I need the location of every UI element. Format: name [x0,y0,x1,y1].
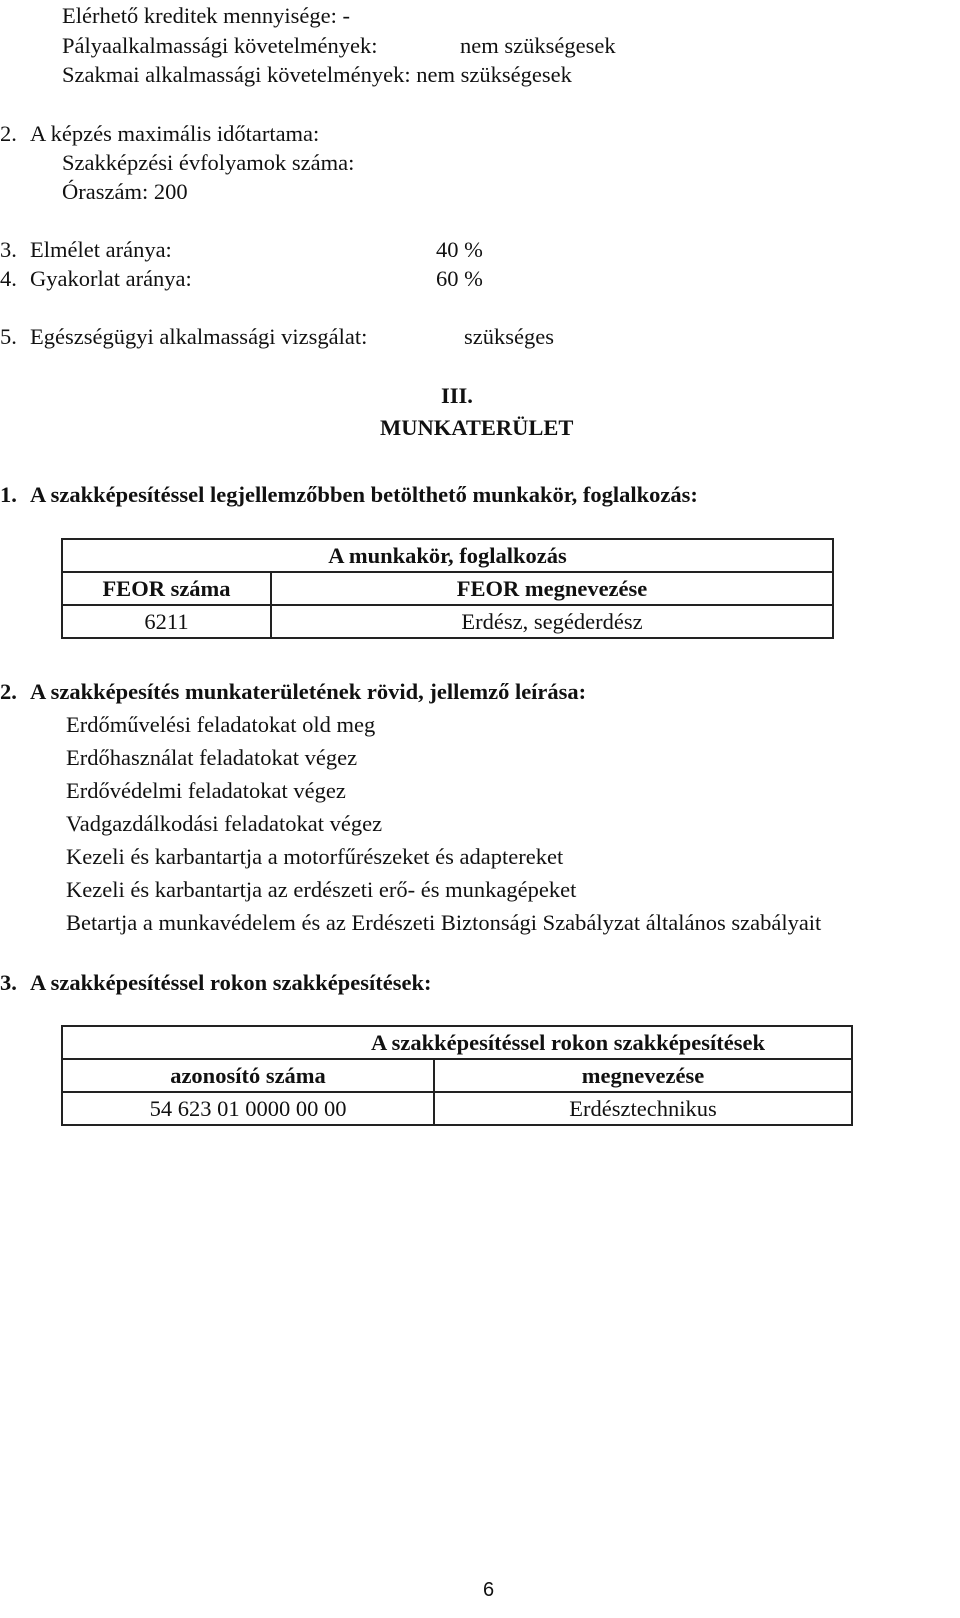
professional-aptitude-line: Szakmai alkalmassági követelmények: nem szükségesek [62,62,572,87]
hours-line: Óraszám: 200 [62,179,188,204]
item-number: 1. [0,482,17,507]
related-heading [0,969,431,996]
list-item: Erdővédelmi feladatokat végez [66,778,346,803]
page-number: 6 [483,1579,495,1601]
item-number: 2. [0,679,17,704]
jobs-heading [0,481,698,508]
theory-label: Elmélet aránya: [30,237,172,262]
id-cell: 54 623 01 0000 00 00 [62,1092,434,1125]
item-number: 3. [0,237,17,262]
practice-label: Gyakorlat aránya: [30,266,192,291]
related-table [61,1025,853,1126]
list-item: Erdőművelési feladatokat old meg [66,712,376,737]
feor-code-header: FEOR száma [62,572,271,605]
item-number: 5. [0,324,17,349]
list-item: Vadgazdálkodási feladatokat végez [66,811,383,836]
health-value: szükséges [464,324,554,349]
name-cell: Erdésztechnikus [434,1092,852,1125]
health-label: Egészségügyi alkalmassági vizsgálat: [30,324,368,349]
id-header: azonosító száma [62,1059,434,1092]
feor-name-cell: Erdész, segéderdész [271,605,833,638]
theory-item [0,236,172,263]
jobs-heading-text: A szakképesítéssel legjellemzőbben betölthető munkakör, foglalkozás: [30,482,698,507]
table-row [62,605,833,638]
theory-value: 40 % [436,237,483,262]
list-item: Erdőhasználat feladatokat végez [66,745,358,770]
item-number: 4. [0,266,17,291]
related-heading-text: A szakképesítéssel rokon szakképesítések: [30,970,432,995]
jobs-table [61,538,834,639]
list-item: Kezeli és karbantartja a motorfűrészeket és adaptereket [66,844,564,869]
description-heading [0,678,586,705]
duration-label: A képzés maximális időtartama: [30,121,320,146]
list-item: Kezeli és karbantartja az erdészeti erő- és munkagépeket [66,877,577,902]
feor-code-cell: 6211 [62,605,271,638]
item-number: 3. [0,970,17,995]
aptitude-label: Pályaalkalmassági követelmények: [62,33,378,58]
practice-item [0,265,192,292]
table-row [62,1092,852,1125]
related-table-caption: A szakképesítéssel rokon szakképesítések [62,1026,852,1059]
practice-value: 60 % [436,266,483,291]
jobs-table-caption: A munkakör, foglalkozás [62,539,833,572]
item-number: 2. [0,121,17,146]
section-title: MUNKATERÜLET [380,415,574,440]
list-item: Betartja a munkavédelem és az Erdészeti Biztonsági Szabályzat általános szabályait [66,910,822,935]
duration-item [0,120,319,147]
health-item [0,323,367,350]
credits-line: Elérhető kreditek mennyisége: - [62,3,351,28]
feor-name-header: FEOR megnevezése [271,572,833,605]
name-header: megnevezése [434,1059,852,1092]
aptitude-value: nem szükségesek [460,33,616,58]
description-heading-text: A szakképesítés munkaterületének rövid, jellemző leírása: [30,679,587,704]
grades-line: Szakképzési évfolyamok száma: [62,150,355,175]
section-numeral: III. [441,383,473,408]
